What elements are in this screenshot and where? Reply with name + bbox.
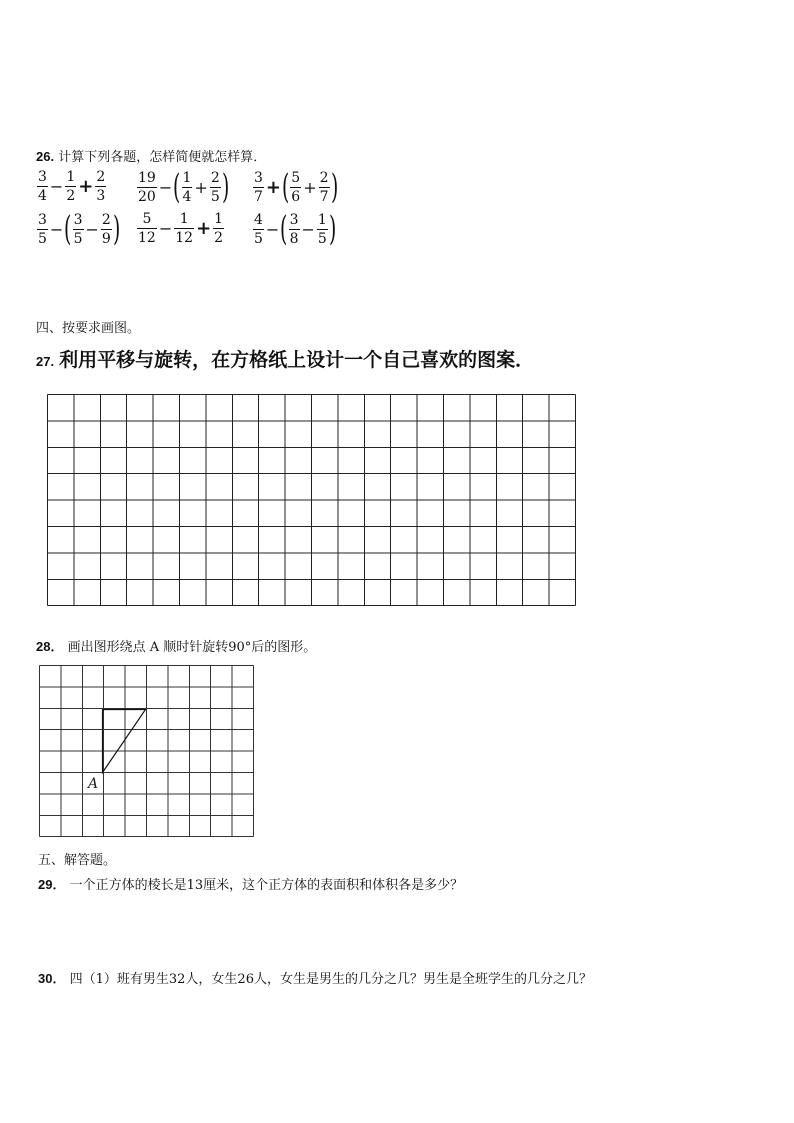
q26-number: 26. [36,149,55,164]
parenthesis: ( [64,209,72,249]
q28-text: 画出图形绕点 A 顺时针旋转90°后的图形。 [67,640,317,655]
denominator: 7 [254,188,263,205]
numerator: 5 [291,169,301,186]
q28-triangle [103,710,146,773]
operator: + [194,177,208,197]
fraction [253,171,264,204]
operator: − [301,219,315,239]
operator: + [265,176,282,198]
q28-point-label: A [88,776,99,792]
numerator: 3 [73,211,83,228]
parenthesis: ) [221,167,230,207]
denominator: 6 [291,188,301,205]
fraction [289,213,300,246]
fraction [37,213,48,246]
operator: + [196,218,212,239]
parenthesis: ) [328,209,337,249]
q26-expression [252,209,337,249]
numerator: 1 [214,211,224,227]
operator: − [265,219,280,239]
numerator: 1 [66,169,76,185]
q26-expression [136,212,225,245]
parenthesis: ) [330,167,338,207]
numerator: 2 [101,211,111,228]
numerator: 1 [182,169,192,186]
numerator: 4 [254,211,263,228]
denominator: 12 [175,230,194,246]
numerator: 1 [317,211,327,228]
fraction [317,213,328,246]
fraction [213,212,224,245]
denominator: 7 [319,188,329,205]
operator: − [158,177,173,197]
operator: − [49,219,64,239]
denominator: 5 [73,230,83,247]
q29-heading [38,874,463,893]
q29-text: 一个正方体的棱长是13厘米，这个正方体的表面积和体积各是多少？ [69,878,464,893]
denominator: 4 [38,188,47,204]
fraction [210,171,221,204]
operator: − [158,219,173,238]
numerator: 2 [96,169,106,185]
denominator: 5 [38,230,47,247]
operator: − [85,219,99,239]
denominator: 5 [317,230,327,247]
q27-heading [36,345,534,372]
q26-expression [36,170,107,203]
fraction [137,212,157,245]
section-4-heading: 四、按要求画图。 [36,321,141,336]
operator: + [303,177,317,197]
q27-text: 利用平移与旋转，在方格纸上设计一个自己喜欢的图案． [59,349,535,371]
q28-number: 28． [36,639,64,654]
numerator: 3 [289,211,299,228]
q30-number: 30． [38,971,66,986]
numerator: 2 [319,169,329,186]
denominator: 8 [289,230,299,247]
numerator: 3 [38,211,47,228]
q26-expression [252,167,338,207]
operator: + [78,176,94,197]
numerator: 3 [38,169,47,185]
q26-expression [36,209,121,249]
fraction [174,212,194,245]
q26-expression [136,167,230,207]
fraction [65,170,76,203]
numerator: 2 [210,169,220,186]
section-5-heading: 五、解答题。 [38,853,117,868]
denominator: 12 [138,230,156,246]
operator: − [49,177,64,196]
denominator: 4 [182,188,192,205]
numerator: 5 [142,211,152,227]
parenthesis: ( [173,167,181,207]
parenthesis: ) [112,209,121,249]
q27-grid-paper [46,393,580,607]
denominator: 9 [101,230,111,247]
q26-text: 计算下列各题，怎样简便就怎样算． [58,150,267,165]
q28-heading [36,636,316,655]
q27-number: 27. [36,354,55,369]
numerator: 19 [138,169,156,186]
fraction [137,171,157,204]
numerator: 1 [179,211,189,227]
fraction [95,170,106,203]
fraction [253,213,264,246]
q26-heading [36,146,266,165]
q30-heading [38,968,592,987]
fraction [101,213,112,246]
fraction [37,170,48,203]
denominator: 3 [96,188,106,204]
fraction [290,171,301,204]
fraction [319,171,330,204]
fraction [182,171,193,204]
denominator: 2 [66,188,76,204]
parenthesis: ( [282,167,290,207]
q30-text: 四（1）班有男生32人，女生26人，女生是男生的几分之几？男生是全班学生的几分之几？ [69,972,592,987]
numerator: 3 [254,169,263,186]
denominator: 2 [214,230,224,246]
q29-number: 29． [38,877,66,892]
denominator: 5 [210,188,220,205]
q28-grid-figure [38,664,256,840]
parenthesis: ( [280,209,288,249]
fraction [73,213,84,246]
denominator: 5 [254,230,263,247]
denominator: 20 [138,188,156,205]
